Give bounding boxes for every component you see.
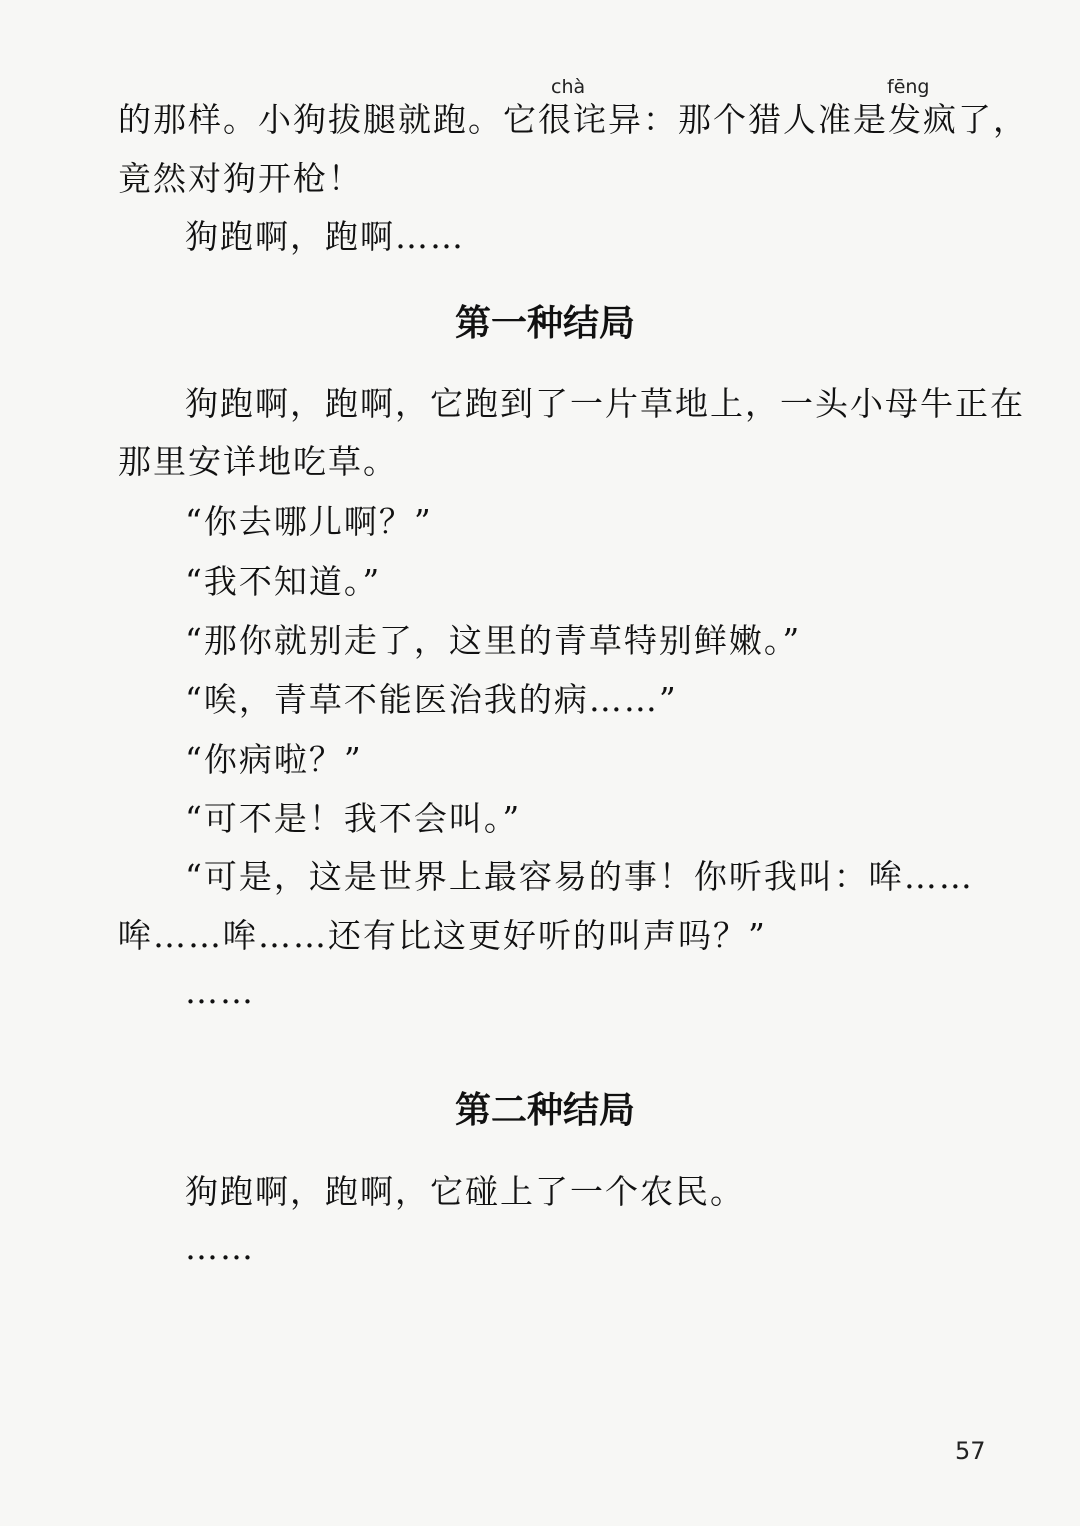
dialogue-line: “你去哪儿啊？”	[185, 502, 433, 541]
dialogue-line: “可是，这是世界上最容易的事！你听我叫：哞……	[185, 857, 974, 896]
dialogue-line: “你病啦？”	[185, 740, 363, 779]
section-heading-ending-two: 第二种结局	[454, 1090, 635, 1131]
dialogue-line: “唉，青草不能医治我的病……”	[185, 680, 678, 719]
dialogue-line: “那你就别走了，这里的青草特别鲜嫩。”	[185, 621, 802, 660]
paragraph-line: 狗跑啊，跑啊，它跑到了一片草地上，一头小母牛正在	[185, 384, 1025, 423]
dialogue-line: 哞……哞……还有比这更好听的叫声吗？”	[118, 916, 767, 955]
section-heading-ending-one: 第一种结局	[454, 303, 635, 344]
pinyin-annotation-feng: fēng	[887, 76, 930, 98]
dialogue-line: “我不知道。”	[185, 562, 382, 601]
ellipsis-line: ……	[185, 972, 255, 1011]
paragraph-line: 狗跑啊，跑啊，它碰上了一个农民。	[185, 1172, 745, 1211]
pinyin-annotation-cha: chà	[551, 76, 586, 98]
dialogue-line: “可不是！我不会叫。”	[185, 799, 522, 838]
paragraph-line: 狗跑啊，跑啊……	[185, 217, 465, 256]
paragraph-line: 竟然对狗开枪！	[118, 159, 363, 198]
page-number: 57	[955, 1437, 986, 1465]
paragraph-line: 那里安详地吃草。	[118, 442, 398, 481]
ellipsis-line: ……	[185, 1228, 255, 1267]
paragraph-line: 的那样。小狗拔腿就跑。它很诧异：那个猎人准是发疯了，	[118, 100, 1028, 139]
